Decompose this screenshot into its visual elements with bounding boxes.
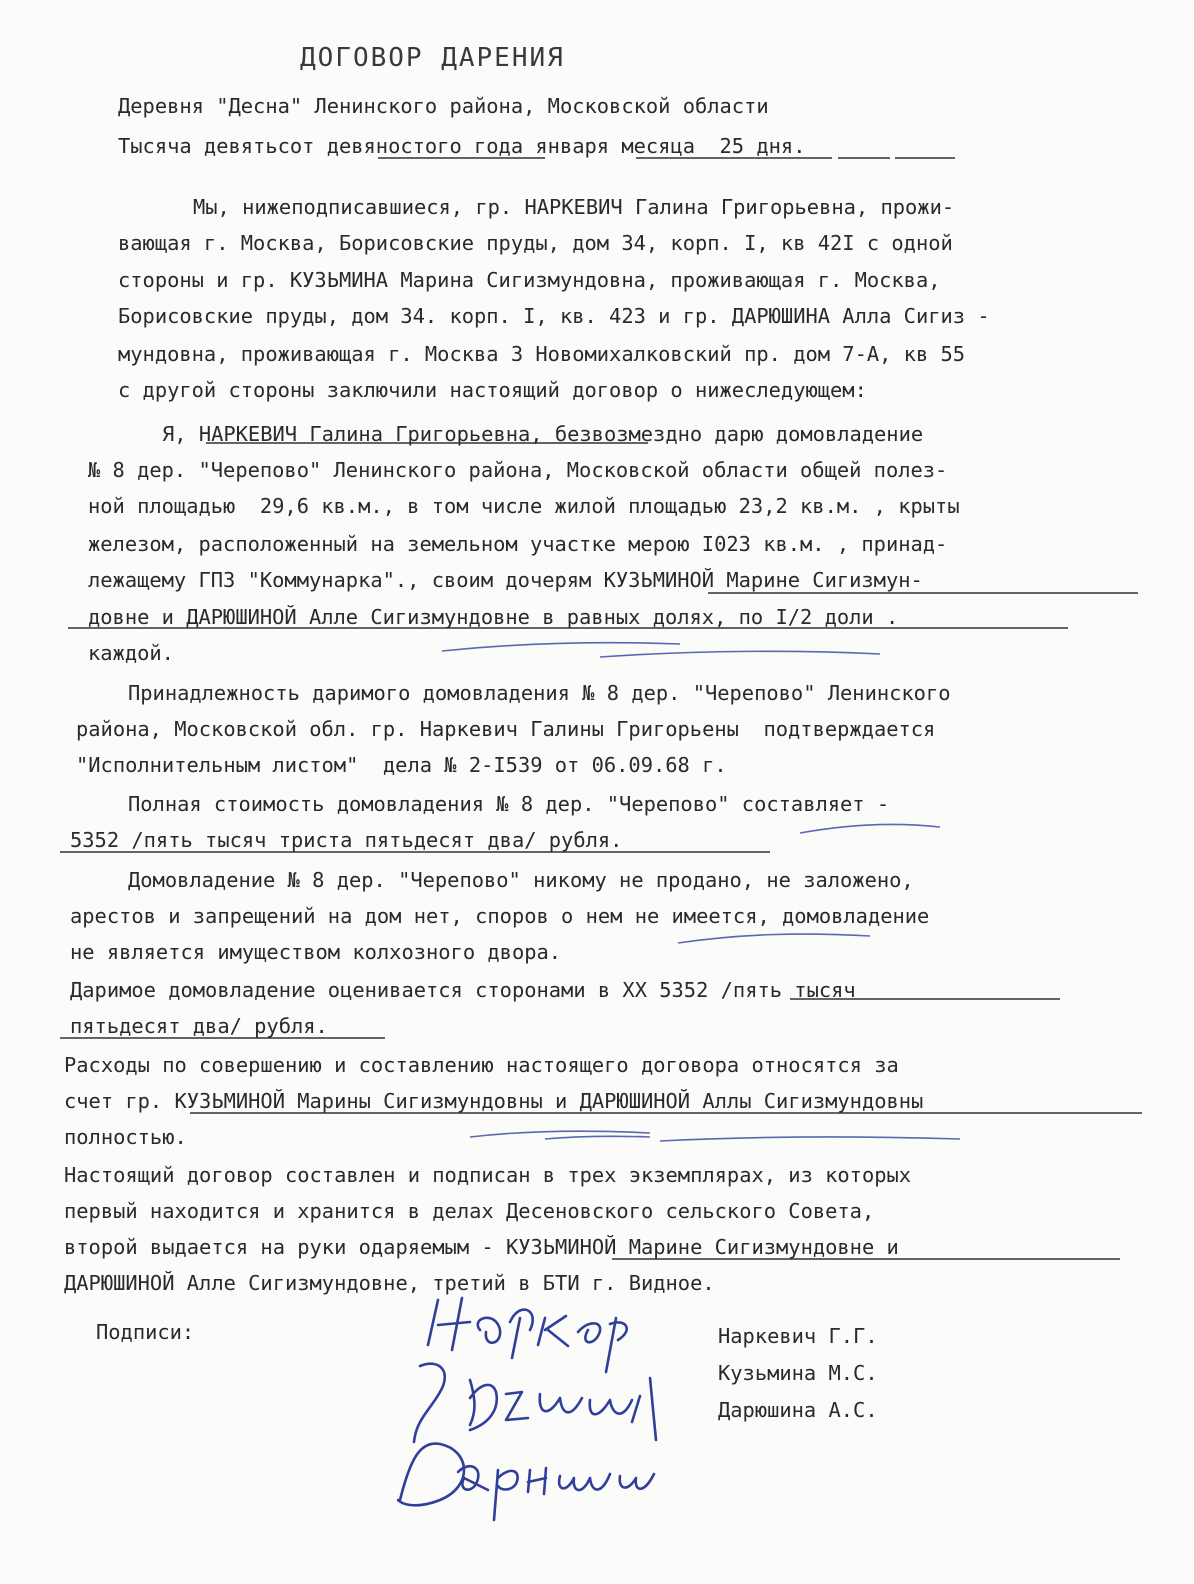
body-line: лежащему ГПЗ "Коммунарка"., своим дочерям КУЗЬМИНОЙ Марине Сигизмун- [88, 568, 923, 592]
body-line: мундовна, проживающая г. Москва 3 Новомихалковский пр. дом 7-А, кв 55 [118, 342, 966, 366]
body-line: железом, расположенный на земельном участке мерою I023 кв.м. , принад- [88, 532, 948, 556]
document-title: ДОГОВОР ДАРЕНИЯ [300, 43, 565, 73]
body-line: второй выдается на руки одаряемым - КУЗЬМИНОЙ Марине Сигизмундовне и [64, 1235, 899, 1259]
signatory-name: Дарюшина А.С. [718, 1398, 878, 1422]
body-line: 5352 /пять тысяч триста пятьдесят два/ рубля. [70, 828, 623, 852]
body-line: с другой стороны заключили настоящий договор о нижеследующем: [118, 378, 867, 402]
location-line: Деревня "Десна" Ленинского района, Московской области [118, 94, 769, 118]
body-line: Мы, нижеподписавшиеся, гр. НАРКЕВИЧ Галина Григорьевна, прожи- [193, 195, 955, 219]
body-line: района, Московской обл. гр. Наркевич Галины Григорьены подтверждается [76, 717, 936, 741]
body-line: Полная стоимость домовладения № 8 дер. "Черепово" составляет - [128, 792, 890, 816]
body-line: стороны и гр. КУЗЬМИНА Марина Сигизмундовна, проживающая г. Москва, [118, 268, 941, 292]
pen-strokes [442, 643, 960, 1141]
body-line: не является имуществом колхозного двора. [70, 940, 562, 964]
body-line: № 8 дер. "Черепово" Ленинского района, Московской области общей полез- [88, 458, 948, 482]
handwritten-signatures-drawing [398, 1298, 656, 1520]
body-line: Настоящий договор составлен и подписан в трех экземплярах, из которых [64, 1163, 912, 1187]
body-line: ной площадью 29,6 кв.м., в том числе жилой площадью 23,2 кв.м. , крыты [88, 494, 960, 518]
body-line: первый находится и хранится в делах Десеновского сельского Совета, [64, 1199, 875, 1223]
body-line: счет гр. КУЗЬМИНОЙ Марины Сигизмундовны и ДАРЮШИНОЙ Аллы Сигизмундовны [64, 1089, 924, 1113]
typewriter-underlines [60, 158, 1142, 1259]
body-line: пятьдесят два/ рубля. [70, 1014, 328, 1038]
body-line: Принадлежность даримого домовладения № 8 дер. "Черепово" Ленинского [128, 681, 951, 705]
body-line: ДАРЮШИНОЙ Алле Сигизмундовне, третий в БТИ г. Видное. [64, 1271, 715, 1295]
signatures-label: Подписи: [96, 1320, 195, 1344]
body-line: полностью. [64, 1125, 187, 1149]
signatory-name: Наркевич Г.Г. [718, 1324, 878, 1348]
body-line: Домовладение № 8 дер. "Черепово" никому не продано, не заложено, [128, 868, 914, 892]
body-line: довне и ДАРЮШИНОЙ Алле Сигизмундовне в равных долях, по I/2 доли . [88, 605, 899, 629]
signatory-name: Кузьмина М.С. [718, 1361, 878, 1385]
body-line: "Исполнительным листом" дела № 2-I539 от 06.09.68 г. [76, 753, 727, 777]
body-line: Борисовские пруды, дом 34. корп. I, кв. 423 и гр. ДАРЮШИНА Алла Сигиз - [118, 304, 990, 328]
body-line: каждой. [88, 641, 174, 665]
body-line: вающая г. Москва, Борисовские пруды, дом 34, корп. I, кв 42I с одной [118, 231, 953, 255]
body-line: арестов и запрещений на дом нет, споров о нем не имеется, домовладение [70, 904, 930, 928]
body-line: Даримое домовладение оценивается сторонами в ХХ 5352 /пять тысяч [70, 978, 856, 1002]
body-line: Расходы по совершению и составлению настоящего договора относятся за [64, 1053, 899, 1077]
date-line: Тысяча девятьсот девяностого года января месяца 25 дня. [118, 134, 806, 158]
body-line: Я, НАРКЕВИЧ Галина Григорьевна, безвозмездно дарю домовладение [162, 422, 924, 446]
